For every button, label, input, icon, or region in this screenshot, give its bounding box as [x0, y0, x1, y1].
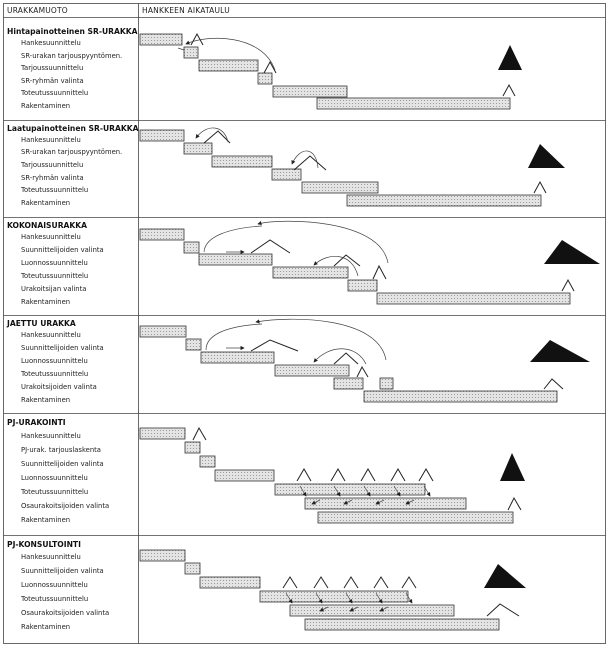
- gantt-bars: [140, 229, 570, 304]
- table-grid: [4, 4, 606, 644]
- task-label: Hankesuunnittelu: [21, 432, 81, 440]
- task-label: Toteutussuunnittelu: [21, 595, 89, 603]
- section-title-1: Hintapainotteinen SR-URAKKA: [7, 27, 138, 36]
- task-label: Suunnittelijoiden valinta: [21, 567, 104, 575]
- task-label: Rakentaminen: [21, 199, 71, 207]
- milestone-markers: [251, 240, 574, 291]
- task-label: Suunnittelijoiden valinta: [21, 246, 104, 254]
- task-label: Toteutussuunnittelu: [21, 186, 89, 194]
- section-title-2: Laatupainotteinen SR-URAKKA: [7, 124, 139, 133]
- task-label: Rakentaminen: [21, 516, 71, 524]
- task-label: Hankesuunnittelu: [21, 331, 81, 339]
- task-label: Rakentaminen: [21, 396, 71, 404]
- task-label: Urakoitsijoiden valinta: [21, 383, 97, 391]
- task-label: Luonnossuunnittelu: [21, 357, 88, 365]
- header-contract-type: URAKKAMUOTO: [7, 6, 68, 15]
- contract-triangle-icon: [498, 45, 522, 70]
- task-label: Luonnossuunnittelu: [21, 474, 88, 482]
- contract-triangle-icon: [544, 240, 600, 264]
- task-label: Rakentaminen: [21, 102, 71, 110]
- task-label: Osaurakoitsijoiden valinta: [21, 502, 110, 510]
- task-label: SR-urakan tarjouspyyntömen.: [21, 148, 123, 156]
- gantt-section-6: [140, 550, 526, 630]
- task-label: Hankesuunnittelu: [21, 233, 81, 241]
- task-label: Osaurakoitsijoiden valinta: [21, 609, 110, 617]
- task-label: Suunnittelijoiden valinta: [21, 344, 104, 352]
- contract-triangle-icon: [484, 564, 526, 588]
- task-label: Hankesuunnittelu: [21, 553, 81, 561]
- task-label: Hankesuunnittelu: [21, 39, 81, 47]
- section-title-6: PJ-KONSULTOINTI: [7, 540, 81, 549]
- section-title-3: KOKONAISURAKKA: [7, 221, 88, 230]
- contract-triangle-icon: [528, 144, 565, 168]
- task-label: SR-ryhmän valinta: [21, 77, 84, 85]
- gantt-bars: [140, 428, 513, 523]
- task-label: Rakentaminen: [21, 623, 71, 631]
- contract-triangle-icon: [530, 340, 590, 362]
- task-label: Luonnossuunnittelu: [21, 259, 88, 267]
- task-label: SR-urakan tarjouspyyntömen.: [21, 52, 123, 60]
- gantt-section-4: [140, 319, 590, 402]
- task-label: SR-ryhmän valinta: [21, 174, 84, 182]
- gantt-section-1: [140, 34, 522, 109]
- gantt-bars: [140, 550, 499, 630]
- task-label: Luonnossuunnittelu: [21, 581, 88, 589]
- task-label: Hankesuunnittelu: [21, 136, 81, 144]
- section-title-4: JAETTU URAKKA: [7, 319, 76, 328]
- gantt-section-2: [140, 128, 565, 206]
- task-label: Tarjoussuunnittelu: [21, 64, 84, 72]
- task-label: Toteutussuunnittelu: [21, 370, 89, 378]
- task-label: Toteutussuunnittelu: [21, 488, 89, 496]
- task-label: PJ-urak. tarjouslaskenta: [21, 446, 101, 454]
- gantt-bars: [140, 34, 510, 109]
- task-label: Tarjoussuunnittelu: [21, 161, 84, 169]
- contract-triangle-icon: [500, 453, 525, 481]
- task-label: Rakentaminen: [21, 298, 71, 306]
- task-label: Urakoitsijan valinta: [21, 285, 87, 293]
- gantt-section-3: [140, 221, 600, 304]
- milestone-markers: [251, 340, 563, 389]
- task-label: Toteutussuunnittelu: [21, 272, 89, 280]
- task-label: Suunnittelijoiden valinta: [21, 460, 104, 468]
- task-label: Toteutussuunnittelu: [21, 89, 89, 97]
- gantt-section-5: [140, 428, 525, 523]
- gantt-bars: [140, 130, 541, 206]
- gantt-bars: [140, 326, 557, 402]
- section-title-5: PJ-URAKOINTI: [7, 418, 66, 427]
- header-schedule: HANKKEEN AIKATAULU: [142, 6, 230, 15]
